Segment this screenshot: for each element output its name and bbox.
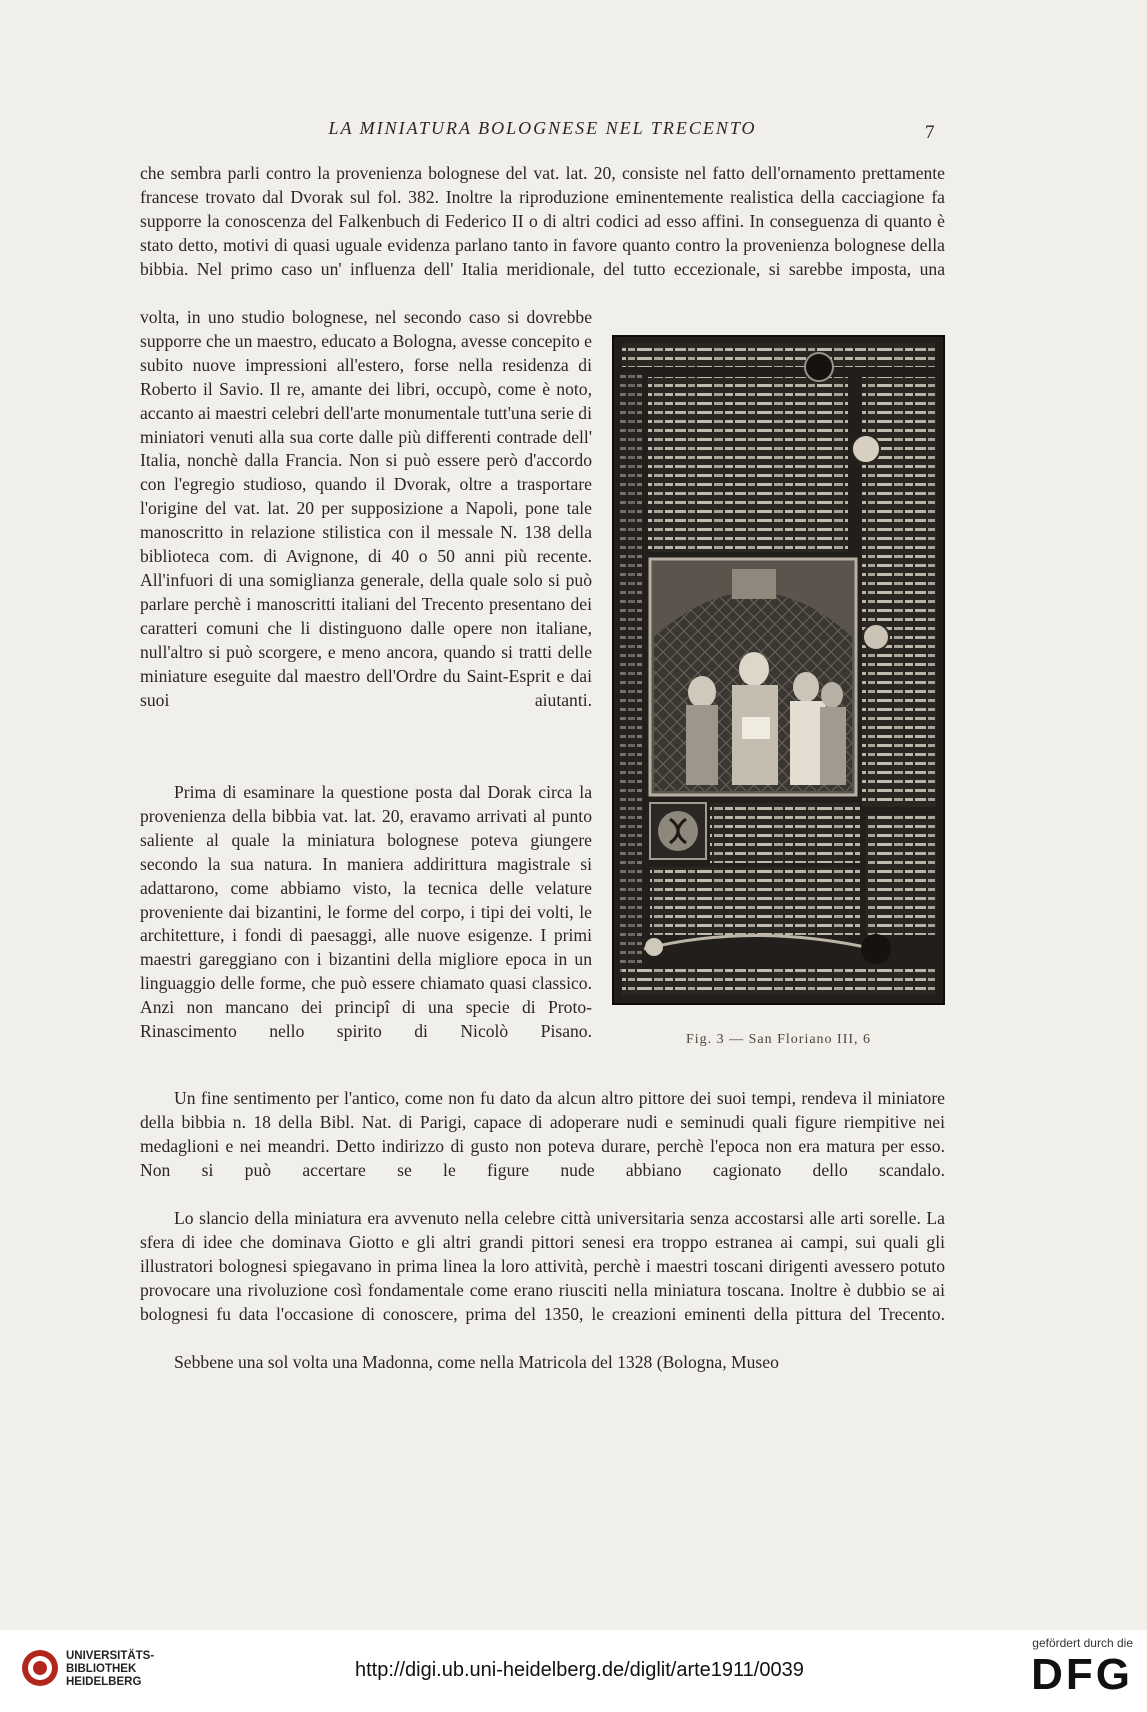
paragraph-2: Prima di esaminare la questione posta dal Dorak circa la provenienza della bibbia vat. lat. 20, eravamo arrivati al punto saliente al quale la miniatura bolognese poteva giungere secondo la sua natura. In maniera addirittura magistrale si adattarono, come abbiamo visto, la tecnica delle velature proveniente dai bizantini, le forme del corpo, i tipi dei volti, le architetture, i fondi di paesaggi, alle nuove esigenze. I primi maestri gareggiano con i bizantini della migliore epoca in un linguaggio delle forme, che può essere chiamato quasi classico. Anzi non mancano dei principî di una specie di Proto-Rinascimento nello spirito di Nicolò Pisano. xyxy=(140,782,592,1042)
funding-note: gefördert durch die xyxy=(1032,1636,1133,1650)
library-name xyxy=(66,1650,154,1689)
permalink-url[interactable]: http://digi.ub.uni-heidelberg.de/diglit/arte1911/0039 xyxy=(355,1659,804,1681)
running-title: LA MINIATURA BOLOGNESE NEL TRECENTO xyxy=(328,118,757,138)
digitization-footer xyxy=(0,1630,1147,1712)
library-name-line: HEIDELBERG xyxy=(66,1676,142,1688)
figure-caption: Fig. 3 — San Floriano III, 6 xyxy=(685,1032,872,1047)
paragraph-3: Un fine sentimento per l'antico, come non fu dato da alcun altro pittore dei suoi tempi, rendeva il miniatore della bibbia n. 18 della Bibl. Nat. di Parigi, capace di adoperare nudi e seminudi quali figure riempitive nei medaglioni e nei meandri. Detto indirizzo di gusto non poteva durare, perchè l'epoca non era matura per esso. Non si può accertare se le figure nude abbiano cagionato dello scandalo. xyxy=(140,1088,945,1180)
page-number: 7 xyxy=(925,122,935,143)
paragraph-4: Lo slancio della miniatura era avvenuto nella celebre città universitaria senza accostarsi alle arti sorelle. La sfera di idee che dominava Giotto e gli altri grandi pittori senesi era troppo estranea ai campi, sui quali gli illustratori bolognesi spiegavano in prima linea la loro attività, perchè i maestri toscani dirigenti avessero potuto provocare una rivoluzione così fondamentale come erano riusciti nella miniatura toscana. Inoltre è dubbio se ai bolognesi fu data l'occasione di conoscere, prima del 1350, le creazioni eminenti della pittura del Trecento. xyxy=(140,1208,945,1324)
paragraph-5: Sebbene una sol volta una Madonna, come nella Matricola del 1328 (Bologna, Museo xyxy=(174,1352,779,1372)
library-name-line: BIBLIOTHEK xyxy=(66,1663,137,1675)
manuscript-illustration xyxy=(612,335,945,1005)
dfg-logo: DFG xyxy=(1031,1650,1133,1699)
paragraph-1-continued: volta, in uno studio bolognese, nel secondo caso si dovrebbe supporre che un maestro, educato a Bologna, avesse concepito e subito nuove impressioni all'estero, forse nella residenza di Roberto il Savio. Il re, amante dei libri, occupò, come è noto, accanto ai maestri celebri dell'arte monumentale tutt'una serie di miniatori venuti alla sua corte dalle più differenti contrade dell' Italia, nonchè dalla Francia. Non si può essere però d'accordo con l'egregio studioso, quando il Dvorak, oltre a trasportare l'origine del vat. lat. 20 per supposizione a Napoli, pone tale manoscritto in relazione stilistica con il messale N. 138 della biblioteca com. di Avignone, di 40 o 50 anni più recente. All'infuori di una somiglianza generale, della quale solo si può parlare perchè i manoscritti italiani del Trecento presentano dei caratteri comuni che li distinguono dalle opere non italiane, null'altro si può scorgere, e meno ancora, quando si tratti delle miniature eseguite dal maestro dell'Ordre du Saint-Esprit e dai suoi aiutanti. xyxy=(140,307,592,710)
paragraph-1: che sembra parli contro la provenienza bolognese del vat. lat. 20, consiste nel fatto dell'ornamento prettamente francese trovato dal Dvorak sul fol. 382. Inoltre la riproduzione eminentemente realistica della cacciagione fa supporre la conoscenza del Falkenbuch di Federico II o di altri codici ad esso affini. In conseguenza di quanto è stato detto, motivi di quasi uguale evidenza parlano tanto in favore quanto contro la provenienza bolognese della bibbia. Nel primo caso un' influenza dell' Italia meridionale, del tutto eccezionale, si sarebbe imposta, una xyxy=(140,163,945,279)
university-seal-icon xyxy=(20,1648,60,1688)
library-name-line: UNIVERSITÄTS- xyxy=(66,1650,155,1662)
